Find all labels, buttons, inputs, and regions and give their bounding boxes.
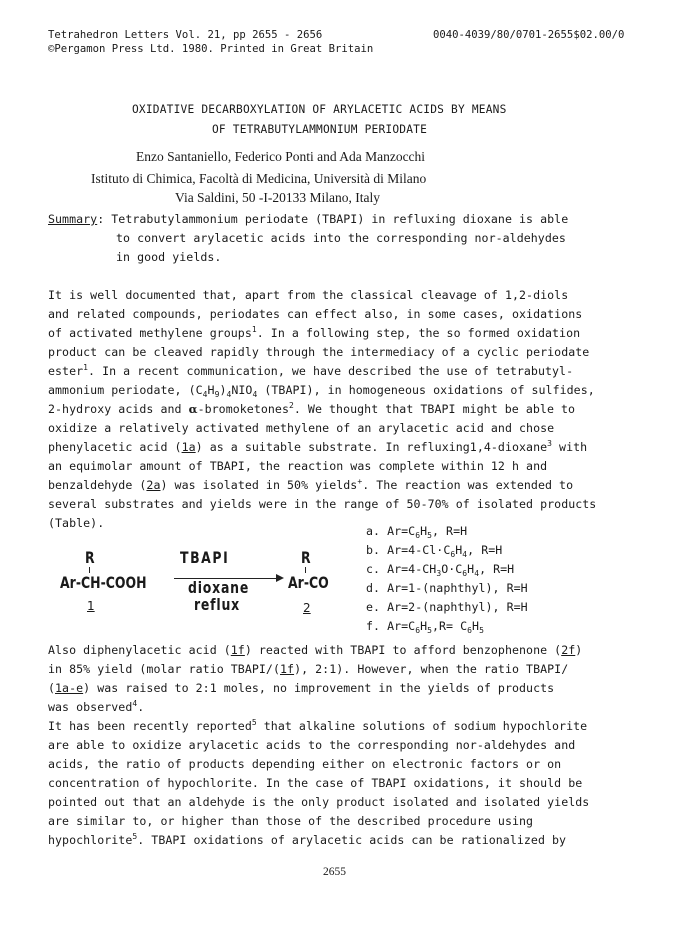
authors: Enzo Santaniello, Federico Ponti and Ada Manzocchi xyxy=(136,149,426,164)
text-line: acids, the ratio of products depending either on electronic factors or on xyxy=(48,757,562,771)
text-line: product can be cleaved rapidly through the intermediacy of a cyclic periodate xyxy=(48,345,590,359)
substrate-item: a. $Ar=C_6H_5$, R=H xyxy=(366,524,468,540)
title-line-2: OF TETRABUTYLAMMONIUM PERIODATE xyxy=(212,123,427,136)
alpha-symbol: α xyxy=(188,402,198,416)
text-line: (1a-e) was raised to 2:1 moles, no improvement in the yields of products xyxy=(48,681,555,695)
text-line: several substrates and yields were in the range of 50-70% of isolated products xyxy=(48,497,597,511)
reagent-label: TBAPI xyxy=(180,548,230,567)
reference-mark: 1 xyxy=(83,363,89,372)
substrate-item: c. $Ar=4-CH_3O\cdot C_6H_4$, R=H xyxy=(366,562,515,578)
reactant-r-group: R xyxy=(85,548,95,567)
text-line: hypochlorite$^5$. TBAPI oxidations of arylacetic acids can be rationalized by xyxy=(48,832,567,847)
reactant-number: 1 xyxy=(87,599,95,613)
text-line: oxidize a relatively activated methylene of an arylacetic acid and chose xyxy=(48,421,555,435)
text-line: concentration of hypochlorite. In the case of TBAPI oxidations, it should be xyxy=(48,776,583,790)
text-line: are able to oxidize arylacetic acids to the corresponding nor-aldehydes and xyxy=(48,738,576,752)
product-r-group: R xyxy=(301,548,311,567)
text-line: in 85% yield (molar ratio TBAPI/(1f), 2:1). However, when the ratio TBAPI/ xyxy=(48,662,569,676)
affiliation-line-1: Istituto di Chimica, Facoltà di Medicina, Università di Milano xyxy=(91,171,427,186)
summary-label: Summary xyxy=(48,212,98,226)
reference-mark: 2 xyxy=(288,401,294,410)
footnote-mark: + xyxy=(357,477,363,486)
publisher-line: ©Pergamon Press Ltd. 1980. Printed in Great Britain xyxy=(48,43,374,55)
compound-ref: 2f xyxy=(561,643,576,657)
reference-mark: 5 xyxy=(132,832,138,841)
product-number: 2 xyxy=(303,601,311,615)
text-line: was observed$^4$. xyxy=(48,699,145,714)
text-line: It is well documented that, apart from the classical cleavage of 1,2-diols xyxy=(48,288,569,302)
affiliation-line-2: Via Saldini, 50 -I-20133 Milano, Italy xyxy=(175,190,381,205)
reactant-formula: Ar-CH-COOH xyxy=(60,573,147,592)
page-number: 2655 xyxy=(323,866,346,878)
text-line: an equimolar amount of TBAPI, the reaction was complete within 12 h and xyxy=(48,459,548,473)
substrate-item: e. Ar=2-(naphthyl), R=H xyxy=(366,600,528,614)
substrate-item: b. $Ar=4-Cl\cdot C_6H_4$, R=H xyxy=(366,543,503,559)
compound-ref: 1a xyxy=(181,440,196,454)
compound-ref: 2a xyxy=(146,478,161,492)
text-line: are similar to, or higher than those of the described procedure using xyxy=(48,814,534,828)
text-line: ester$^1$. In a recent communication, we have described the use of tetrabutyl- xyxy=(48,363,574,378)
text-line: phenylacetic acid (1a) as a suitable substrate. In refluxing1,4-dioxane$^3$ with xyxy=(48,439,588,454)
title-line-1: OXIDATIVE DECARBOXYLATION OF ARYLACETIC ACIDS BY MEANS xyxy=(132,103,507,116)
summary-line-1: Summary: Tetrabutylammonium periodate (TBAPI) in refluxing dioxane is able xyxy=(48,212,569,226)
journal-citation: Tetrahedron Letters Vol. 21, pp 2655 - 2656 xyxy=(48,29,323,41)
article-code: 0040-4039/80/0701-2655$02.00/0 xyxy=(433,29,625,41)
text-line: of activated methylene groups$^1$. In a following step, the so formed oxidation xyxy=(48,325,581,340)
product-formula: Ar-CO xyxy=(288,573,329,592)
text-line: and related compounds, periodates can effect also, in some cases, oxidations xyxy=(48,307,583,321)
text-line: ammonium periodate, $(C_4H_9)_4NIO_4$ (TBAPI), in homogeneous oxidations of sulfides, xyxy=(48,383,595,399)
summary-line-2: to convert arylacetic acids into the corresponding nor-aldehydes xyxy=(116,231,566,245)
reference-mark: 1 xyxy=(251,325,257,334)
text-line: 2-hydroxy acids and α-bromoketones$^2$. We thought that TBAPI might be able to xyxy=(48,401,576,416)
condition-label: reflux xyxy=(194,595,240,614)
compound-ref: 1a-e xyxy=(55,681,84,695)
solvent-label: dioxane xyxy=(188,578,250,597)
compound-ref: 1f xyxy=(280,662,295,676)
summary-line-3: in good yields. xyxy=(116,250,222,264)
reference-mark: 3 xyxy=(547,439,553,448)
substrate-item: f. $Ar=C_6H_5,R= C_6H_5$ xyxy=(366,619,484,635)
text-line: (Table). xyxy=(48,516,105,530)
substrate-item: d. Ar=1-(naphthyl), R=H xyxy=(366,581,528,595)
reference-mark: 5 xyxy=(251,718,257,727)
compound-ref: 1f xyxy=(230,643,245,657)
reference-mark: 4 xyxy=(132,699,138,708)
arrowhead-icon xyxy=(276,574,284,582)
text-line: pointed out that an aldehyde is the only product isolated and isolated yields xyxy=(48,795,590,809)
text-line: Also diphenylacetic acid (1f) reacted with TBAPI to afford benzophenone (2f) xyxy=(48,643,583,657)
text-line: It has been recently reported$^5$ that alkaline solutions of sodium hypochlorite xyxy=(48,718,588,733)
text-line: benzaldehyde (2a) was isolated in 50% yields+. The reaction was extended to xyxy=(48,477,574,492)
